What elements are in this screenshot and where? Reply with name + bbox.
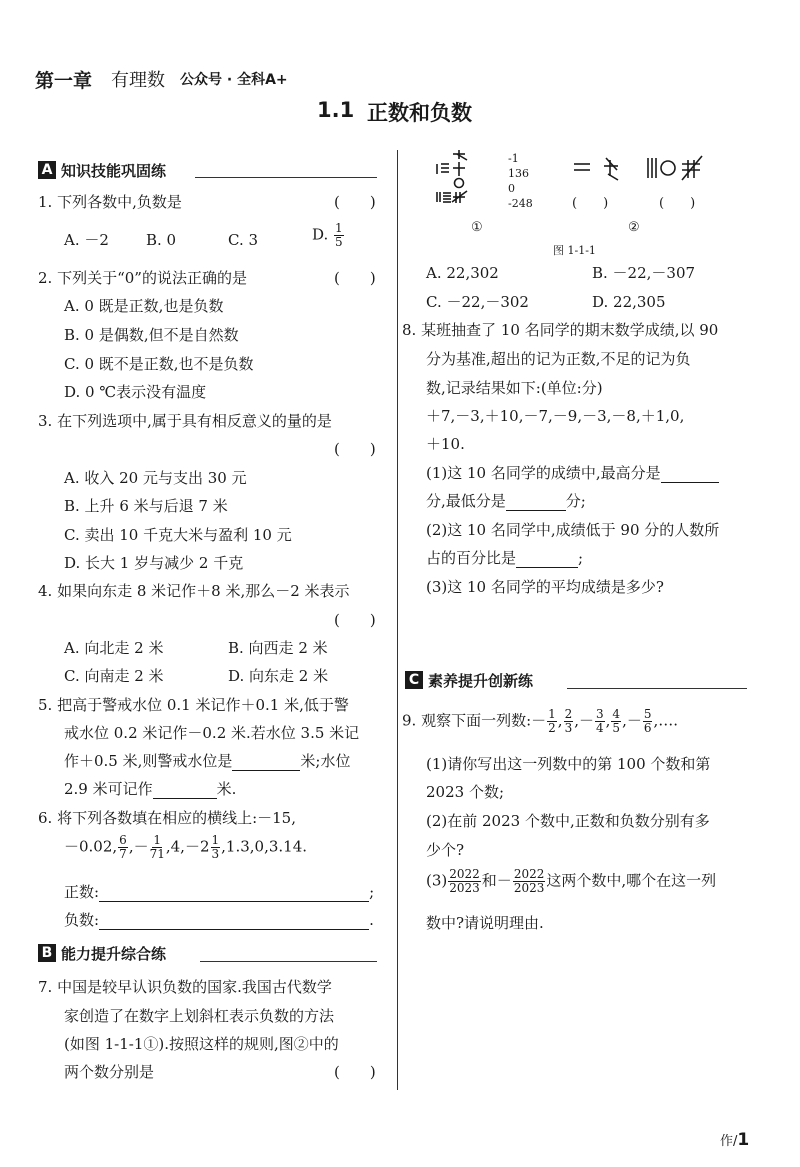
figure-value-2: 136 [508,167,529,180]
figure-value-3: 0 [508,182,515,195]
chapter-name: 有理数 [111,70,165,91]
q3-answer-paren: ( ) [334,440,376,458]
q9-sub2-line-2: 少个? [426,841,465,859]
q5-line-3: 作＋0.5 米,则警戒水位是 米;水位 [64,752,351,770]
q4-option-a: A. 向北走 2 米 [64,639,164,657]
q8-line-4: ＋7,－3,＋10,－7,－9,－3,－8,＋1,0, [426,407,685,425]
q5-line-4: 2.9 米可记作 米. [64,780,237,798]
figure-label-1: ① [471,220,483,235]
q5-blank-2[interactable] [153,798,217,799]
figure-value-1: -1 [508,152,519,165]
q7-option-d: D. 22,305 [592,293,666,311]
q3-option-a: A. 收入 20 元与支出 30 元 [64,469,247,487]
q3-option-c: C. 卖出 10 千克大米与盈利 10 元 [64,526,292,544]
q5-blank-1[interactable] [232,770,300,771]
section-number: 1.1 [317,98,355,122]
q1-answer-paren: ( ) [334,193,376,211]
q8-line-5: ＋10. [426,435,465,453]
q5-line-2: 戒水位 0.2 米记作－0.2 米.若水位 3.5 米记 [64,724,360,742]
q9-sub3-line-2: 数中?请说明理由. [426,914,544,932]
q3-option-b: B. 上升 6 米与后退 7 米 [64,497,228,515]
q2-option-a: A. 0 既是正数,也是负数 [64,297,224,315]
figure-label-2: ② [628,220,640,235]
q8-line-2: 分为基准,超出的记为正数,不足的记为负 [426,350,691,368]
figure-value-4: -248 [508,197,533,210]
q8-lowest-blank[interactable] [506,510,566,511]
q4-option-c: C. 向南走 2 米 [64,667,164,685]
q8-sub2-line-2: 占的百分比是 ; [426,549,584,567]
q6-positive-row: 正数: ; [64,883,375,901]
q7-line-2: 家创造了在数字上划斜杠表示负数的方法 [64,1007,335,1025]
figure-blank-1: ( ) [572,196,609,211]
q7-line-1: 7. 中国是较早认识负数的国家.我国古代数学 [38,978,332,996]
q7-option-a: A. 22,302 [426,264,499,282]
q7-line-4: 两个数分别是 [64,1063,155,1081]
section-a-letter: A [38,161,56,179]
q3-option-d: D. 长大 1 岁与减少 2 千克 [64,554,244,572]
q8-highest-blank[interactable] [661,482,719,483]
counting-rod-figure-1 [435,150,475,216]
section-b-letter: B [38,944,56,962]
q9-line-1: 9. 观察下面一列数:－ $\frac{1}{2}$ , $\frac{2}{3}$ ,－ $\frac{3}{4}$ , $\frac{4}{5}$ ,－ $\frac{5}{6}$ ,…. [402,707,679,735]
q2-answer-paren: ( ) [334,269,376,287]
section-b-heading [38,943,166,963]
q1-option-b: B. 0 [146,231,177,249]
q7-option-c: C. －22,－302 [426,293,529,311]
q8-sub1-line-1: (1)这 10 名同学的成绩中,最高分是 [426,463,719,483]
q8-line-3: 数,记录结果如下:(单位:分) [426,379,603,397]
q8-line-1: 8. 某班抽查了 10 名同学的期末数学成绩,以 90 [402,321,719,339]
q2-option-b: B. 0 是偶数,但不是自然数 [64,326,239,344]
q6-line-1: 6. 将下列各数填在相应的横线上:－15, [38,809,296,827]
section-c-letter: C [405,671,423,689]
q1-option-a: A. －2 [64,231,109,249]
section-b-title: 能力提升综合练 [61,944,167,963]
q3-stem: 3. 在下列选项中,属于具有相反意义的量的是 [38,412,332,430]
header-tag: 公众号 · 全科A+ [180,72,288,88]
q1-stem: 1. 下列各数中,负数是 [38,193,182,211]
q9-sub2-line-1: (2)在前 2023 个数中,正数和负数分别有多 [426,812,710,830]
counting-rod-figure-2 [572,152,708,186]
section-a-title: 知识技能巩固练 [61,161,167,180]
q6-line-2: －0.02, $\frac{6}{7}$ ,－ $\frac{1}{71}$ ,4,－2 $\frac{1}{3}$ ,1.3,0,3.14. [64,833,308,861]
column-divider [397,150,398,1090]
section-c-title: 素养提升创新练 [428,671,534,690]
q6-positive-blank[interactable] [99,901,369,902]
q9-sub1-line-2: 2023 个数; [426,783,504,801]
q8-sub3: (3)这 10 名同学的平均成绩是多少? [426,578,664,596]
q4-option-d: D. 向东走 2 米 [228,667,329,685]
page-title: 正数和负数 [367,101,472,125]
section-b-rule [200,961,377,962]
q5-line-1: 5. 把高于警戒水位 0.1 米记作＋0.1 米,低于警 [38,696,349,714]
q8-percent-blank[interactable] [516,567,578,568]
chapter-label: 第一章 [35,70,93,92]
q2-option-d: D. 0 ℃表示没有温度 [64,383,207,401]
q4-stem: 4. 如果向东走 8 米记作＋8 米,那么－2 米表示 [38,582,350,600]
q4-option-b: B. 向西走 2 米 [228,639,328,657]
section-c-rule [567,688,747,689]
page-number: 作/1 [720,1130,750,1150]
q2-option-c: C. 0 既不是正数,也不是负数 [64,355,254,373]
figure-caption: 图 1-1-1 [553,244,596,257]
q6-negative-row: 负数: . [64,911,374,929]
q1-option-d: D. $\frac{1}{5}$ [312,221,343,249]
q7-line-3: (如图 1-1-1①).按照这样的规则,图②中的 [64,1035,339,1053]
q6-negative-blank[interactable] [99,929,369,930]
section-c-heading [405,670,533,690]
q9-sub3-line-1: (3) $\frac{2022}{2023}$ 和－ $\frac{2022}{2023}$ 这两个数中,哪个在这一列 [426,867,717,895]
q7-option-b: B. －22,－307 [592,264,696,282]
q2-stem: 2. 下列关于“0”的说法正确的是 [38,269,247,287]
section-a-rule [195,177,377,178]
q7-answer-paren: ( ) [334,1063,376,1081]
q8-sub1-line-2: 分,最低分是 分; [426,492,586,510]
q9-sub1-line-1: (1)请你写出这一列数中的第 100 个数和第 [426,755,711,773]
q8-sub2-line-1: (2)这 10 名同学中,成绩低于 90 分的人数所 [426,521,720,539]
section-a-heading [38,160,166,180]
figure-blank-2: ( ) [659,196,696,211]
q4-answer-paren: ( ) [334,611,376,629]
q1-option-c: C. 3 [228,231,259,249]
